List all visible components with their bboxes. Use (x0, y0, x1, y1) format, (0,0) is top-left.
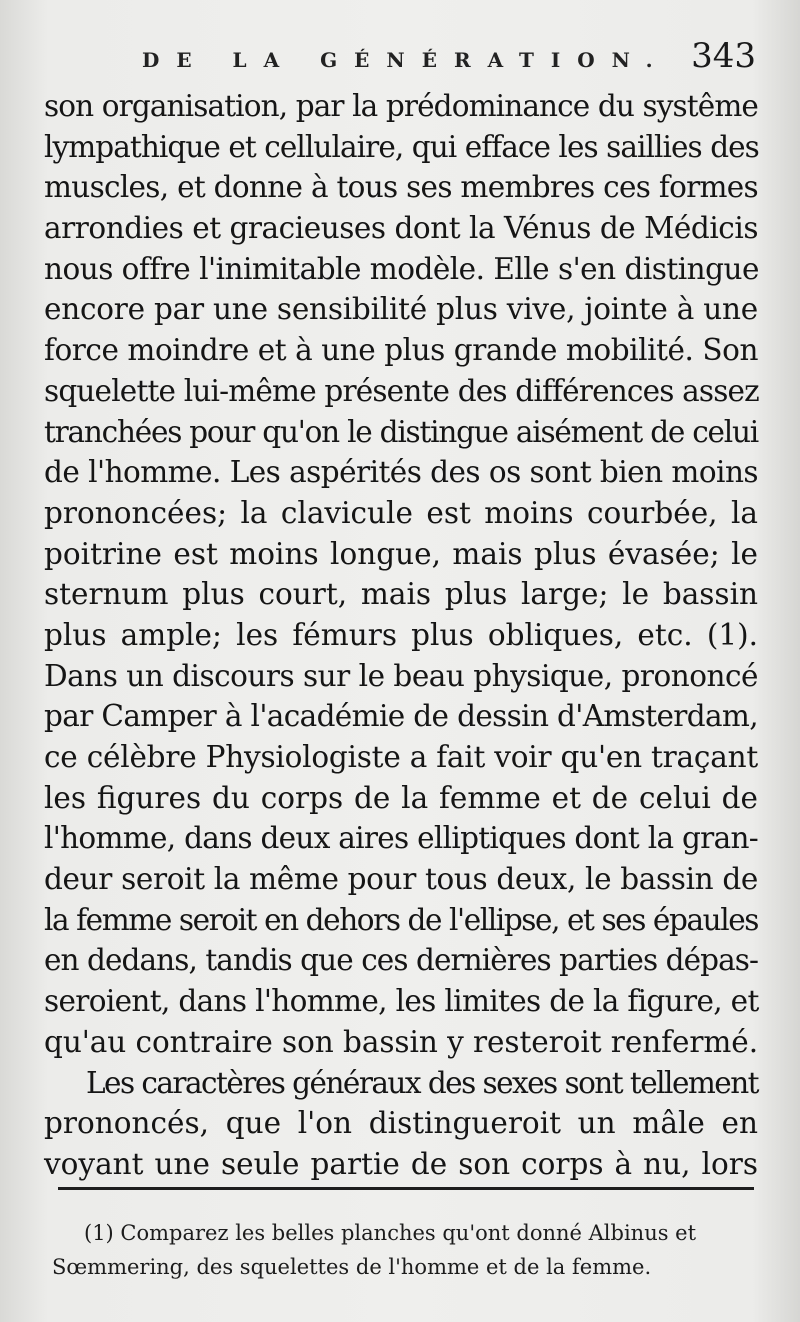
text-line: lympathique et cellulaire, qui efface les saillies des (44, 129, 759, 164)
text-line: muscles, et donne à tous ses membres ces formes (44, 170, 758, 205)
page-header (0, 36, 800, 80)
text-line: son organisation, par la prédominance du systême (44, 89, 758, 123)
footnote-line: (1) Comparez les belles planches qu'ont donné Albinus et (84, 1221, 697, 1245)
text-line: seroient, dans l'homme, les limites de la figure, et (44, 984, 759, 1019)
text-line: encore par une sensibilité plus vive, jointe à une (44, 292, 758, 327)
text-line: Dans un discours sur le beau physique, prononcé (44, 658, 758, 693)
text-line: de l'homme. Les aspérités des os sont bien moins (44, 455, 758, 490)
text-line: ce célèbre Physiologiste a fait voir qu'en traçant (44, 740, 758, 774)
text-line: qu'au contraire son bassin y resteroit renfermé. (44, 1024, 758, 1059)
text-line: poitrine est moins longue, mais plus évasée; le (44, 536, 758, 571)
text-line: plus ample; les fémurs plus obliques, etc. (1). (44, 617, 758, 652)
text-line: prononcés, que l'on distingueroit un mâle en (44, 1106, 758, 1141)
text-line: prononcées; la clavicule est moins courbée, la (44, 495, 758, 530)
footnote-rule (58, 1187, 754, 1190)
text-line: nous offre l'inimitable modèle. Elle s'en distingue (44, 251, 759, 286)
footnote (52, 1216, 764, 1284)
text-line: arrondies et gracieuses dont la Vénus de Médicis (44, 211, 758, 246)
text-line: l'homme, dans deux aires elliptiques dont la gran- (44, 821, 758, 856)
text-line: Les caractères généraux des sexes sont tellement (86, 1065, 758, 1100)
text-line: sternum plus court, mais plus large; le bassin (44, 577, 758, 612)
page-number: 343 (691, 36, 756, 76)
text-line: force moindre et à une plus grande mobilité. Son (44, 333, 758, 368)
text-line: la femme seroit en dehors de l'ellipse, et ses épaules (44, 902, 758, 937)
text-line: par Camper à l'académie de dessin d'Amsterdam, (44, 699, 758, 734)
running-head: DE LA GÉNÉRATION. (142, 48, 670, 72)
text-line: en dedans, tandis que ces dernières parties dépas- (44, 943, 758, 978)
text-line: deur seroit la même pour tous deux, le bassin de (44, 862, 758, 897)
text-line: squelette lui-même présente des différences assez (44, 373, 759, 408)
text-line: tranchées pour qu'on le distingue aisément de celui (44, 414, 758, 449)
text-line: les figures du corps de la femme et de celui de (44, 780, 758, 815)
body-text (44, 86, 758, 1185)
text-line: voyant une seule partie de son corps à nu, lors (44, 1146, 758, 1181)
footnote-line: Sœmmering, des squelettes de l'homme et de la femme. (52, 1255, 652, 1279)
